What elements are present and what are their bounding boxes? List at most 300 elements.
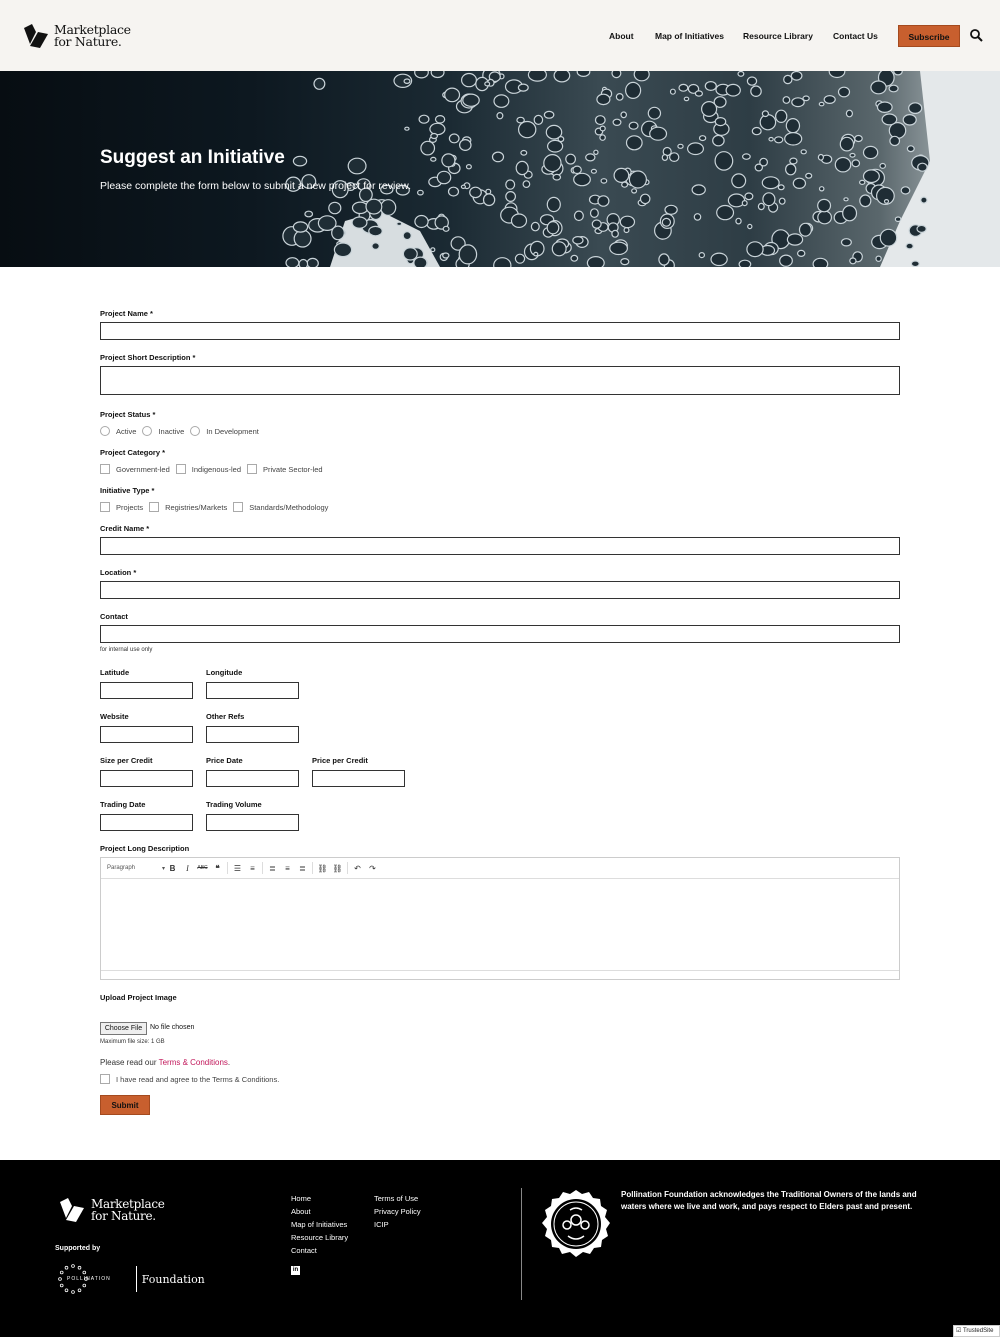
- long-desc-label: Project Long Description: [100, 844, 190, 853]
- footer-link-about[interactable]: About: [291, 1207, 311, 1216]
- ice-floe: [747, 77, 756, 85]
- ice-floe: [852, 160, 859, 167]
- initiative-projects-checkbox[interactable]: [100, 502, 110, 512]
- footer-link-map[interactable]: Map of Initiatives: [291, 1220, 348, 1229]
- undo-icon[interactable]: ↶: [354, 863, 361, 873]
- ice-floe: [763, 193, 775, 206]
- ice-floe: [824, 96, 835, 104]
- ice-floe: [791, 72, 802, 81]
- ice-floe: [800, 223, 812, 236]
- nav-about[interactable]: About: [609, 31, 634, 41]
- pollination-dot: [72, 1265, 75, 1268]
- ice-floe: [523, 181, 530, 188]
- ice-floe: [554, 71, 570, 82]
- ice-floe: [462, 74, 477, 87]
- ice-floe: [484, 194, 495, 206]
- ice-floe: [443, 253, 449, 258]
- terms-link[interactable]: Terms & Conditions: [158, 1058, 228, 1067]
- ice-sheet: [880, 71, 1000, 267]
- ice-floe: [352, 217, 367, 228]
- ice-floe: [494, 258, 511, 267]
- category-private-checkbox[interactable]: [247, 464, 257, 474]
- ice-floe: [751, 86, 761, 96]
- ice-floe: [717, 206, 734, 220]
- acknowledgement-text: Pollination Foundation acknowledges the Traditional Owners of the lands and waters where we live and work, and pays respect to Elders past and present.: [621, 1190, 917, 1211]
- ice-floe: [829, 71, 845, 78]
- page-title: Suggest an Initiative: [100, 147, 285, 168]
- ice-floe: [314, 78, 325, 89]
- initiative-checkbox-group: [100, 502, 334, 512]
- ice-floe: [726, 84, 740, 96]
- ice-floe: [818, 155, 823, 161]
- trading-date-input[interactable]: [100, 814, 193, 831]
- ice-floe: [818, 211, 832, 224]
- subscribe-button[interactable]: Subscribe: [898, 25, 960, 47]
- location-label: Location *: [100, 568, 137, 577]
- status-inactive-option[interactable]: Inactive: [142, 426, 184, 436]
- ice-floe: [895, 217, 900, 221]
- bullet-list-icon[interactable]: ☰: [233, 863, 242, 873]
- ice-floe: [461, 185, 465, 188]
- pollination-dot: [83, 1284, 86, 1287]
- ice-floe: [684, 97, 688, 100]
- ice-floe: [736, 218, 741, 224]
- ice-floe: [405, 127, 409, 130]
- trustedsite-badge[interactable]: ☑ TrustedSite: [953, 1325, 1000, 1337]
- ice-floe: [627, 136, 643, 150]
- contact-hint: for internal use only: [100, 647, 153, 653]
- ice-floe: [404, 79, 410, 83]
- ice-floe: [621, 259, 629, 265]
- footer-links-legal: [374, 1192, 421, 1231]
- ice-floe: [732, 174, 746, 188]
- ice-floe: [467, 165, 472, 169]
- editor-content-area[interactable]: [101, 879, 899, 970]
- ice-floe: [610, 242, 628, 254]
- ice-floe: [882, 114, 897, 125]
- bold-icon[interactable]: B: [169, 863, 176, 873]
- initiative-standards-checkbox[interactable]: [233, 502, 243, 512]
- ice-floe: [600, 126, 605, 131]
- ice-floe: [787, 234, 802, 245]
- ice-floe: [659, 254, 669, 265]
- ice-floe: [596, 116, 606, 125]
- ice-floe: [629, 171, 646, 188]
- status-inactive-radio[interactable]: [142, 426, 152, 436]
- ice-floe: [515, 254, 524, 263]
- ice-floe: [547, 197, 560, 211]
- unlink-icon[interactable]: ⛓: [332, 863, 343, 873]
- ice-floe: [842, 239, 852, 246]
- ice-floe: [305, 211, 313, 217]
- footer-link-resource-library[interactable]: Resource Library: [291, 1233, 349, 1242]
- ice-floe: [778, 185, 784, 190]
- initiative-standards-option[interactable]: Standards/Methodology: [233, 502, 328, 512]
- footer-divider: [521, 1188, 522, 1300]
- ice-floe: [650, 127, 667, 140]
- ice-floe: [430, 123, 445, 134]
- ice-floe: [705, 82, 716, 91]
- pollination-dot: [83, 1271, 86, 1274]
- ice-floe: [534, 115, 542, 124]
- footer-link-contact[interactable]: Contact: [291, 1246, 317, 1255]
- ice-floe: [600, 135, 605, 140]
- ice-floe: [601, 179, 607, 183]
- ice-floe: [534, 252, 538, 255]
- ice-floe: [294, 230, 311, 247]
- ice-floe: [798, 250, 805, 256]
- pollination-dot: [59, 1278, 62, 1281]
- footer-link-home[interactable]: Home: [291, 1194, 312, 1203]
- format-select[interactable]: Paragraph ▾: [107, 864, 165, 872]
- nav-resource-library[interactable]: Resource Library: [743, 31, 813, 41]
- ice-floe: [512, 214, 527, 227]
- ice-floe: [372, 243, 379, 250]
- ice-floe: [785, 133, 802, 145]
- search-icon[interactable]: [969, 28, 983, 42]
- ice-floe: [597, 94, 610, 104]
- price-date-input[interactable]: [206, 770, 299, 787]
- ice-floe: [577, 71, 590, 76]
- ice-floe: [293, 222, 307, 232]
- initiative-registries-checkbox[interactable]: [149, 502, 159, 512]
- credit-name-input[interactable]: [100, 537, 900, 555]
- ice-floe: [769, 138, 773, 141]
- ice-floe: [573, 166, 581, 173]
- category-indigenous-checkbox[interactable]: [176, 464, 186, 474]
- ice-floe: [516, 161, 528, 174]
- numbered-list-icon[interactable]: ≡: [250, 863, 255, 873]
- editor-toolbar: [101, 858, 899, 879]
- ice-floe: [566, 154, 576, 164]
- ice-floe: [662, 155, 667, 161]
- size-per-credit-input[interactable]: [100, 770, 193, 787]
- ice-floe: [592, 220, 601, 228]
- ice-floe: [348, 158, 366, 174]
- ice-floe: [634, 71, 649, 81]
- initiative-type-label: Initiative Type *: [100, 486, 155, 495]
- ice-floe: [694, 214, 700, 220]
- align-center-icon[interactable]: ≡: [285, 863, 290, 873]
- foundation-word: Foundation: [141, 1272, 205, 1286]
- status-label: Project Status *: [100, 410, 156, 419]
- supported-by: Supported by: [55, 1245, 101, 1252]
- submit-button[interactable]: Submit: [100, 1095, 150, 1115]
- contact-label: Contact: [100, 612, 128, 621]
- footer-logo[interactable]: [58, 1196, 165, 1224]
- ice-floe: [620, 216, 634, 227]
- ice-floe: [575, 211, 584, 220]
- credit-name-label: Credit Name *: [100, 524, 150, 533]
- ice-floe: [864, 146, 878, 158]
- ice-floe: [494, 95, 509, 107]
- hero-ice-image: [0, 71, 1000, 267]
- ice-floe: [835, 158, 850, 172]
- ice-floe: [918, 163, 927, 171]
- ice-floe: [864, 170, 880, 183]
- hero-banner: [0, 71, 1000, 267]
- ice-floe: [431, 157, 436, 161]
- project-name-label: Project Name *: [100, 309, 153, 318]
- initiative-registries-option[interactable]: Registries/Markets: [149, 502, 227, 512]
- ice-floe: [793, 178, 805, 188]
- latitude-input[interactable]: [100, 682, 193, 699]
- other-refs-input[interactable]: [206, 726, 299, 743]
- ice-floe: [531, 222, 539, 230]
- pollination-foundation-logo[interactable]: [55, 1263, 205, 1295]
- ice-floe: [463, 94, 479, 106]
- ice-floe: [648, 107, 660, 119]
- site-header: [0, 0, 1000, 71]
- ice-floe: [880, 164, 885, 169]
- category-government-checkbox[interactable]: [100, 464, 110, 474]
- ice-floe: [485, 82, 490, 86]
- ice-floe: [624, 228, 629, 233]
- ice-floe: [415, 216, 428, 228]
- ice-floe: [552, 242, 566, 256]
- website-label: Website: [100, 712, 129, 721]
- latitude-label: Latitude: [100, 668, 130, 677]
- category-indigenous-option[interactable]: Indigenous-led: [176, 464, 241, 474]
- status-active-option[interactable]: Active: [100, 426, 136, 436]
- ice-floe: [901, 187, 910, 194]
- ice-floe: [917, 225, 926, 232]
- agree-terms-option[interactable]: I have read and agree to the Terms & Conditions.: [100, 1074, 279, 1084]
- pollination-dot: [60, 1271, 63, 1274]
- ice-floe: [747, 242, 763, 257]
- ice-floe: [700, 136, 706, 141]
- no-file-text: No file chosen: [150, 1024, 195, 1031]
- ice-floe: [558, 137, 564, 142]
- ice-floe: [739, 260, 751, 267]
- ice-floe: [762, 111, 768, 117]
- pollination-dot: [60, 1284, 63, 1287]
- initiative-projects-option[interactable]: Projects: [100, 502, 143, 512]
- ice-floe: [702, 102, 717, 117]
- ice-floe: [820, 187, 824, 191]
- location-input[interactable]: [100, 581, 900, 599]
- footer-link-icip[interactable]: ICIP: [374, 1220, 389, 1229]
- ice-floe: [445, 88, 460, 102]
- contact-input[interactable]: [100, 625, 900, 643]
- ice-floe: [860, 195, 871, 207]
- ice-floe: [839, 87, 850, 97]
- agree-terms-checkbox[interactable]: [100, 1074, 110, 1084]
- redo-icon[interactable]: ↷: [369, 863, 376, 873]
- ice-floe: [598, 196, 609, 206]
- status-radio-group: [100, 426, 265, 436]
- logo-leaf-icon: [22, 22, 50, 50]
- ice-floe: [497, 113, 503, 119]
- ice-floe: [662, 218, 670, 226]
- other-refs-label: Other Refs: [206, 712, 245, 721]
- ice-floe: [470, 187, 482, 197]
- ice-floe: [692, 185, 705, 195]
- ice-floe: [745, 193, 753, 200]
- ice-floe: [403, 232, 411, 240]
- ice-floe: [397, 222, 402, 225]
- ice-floe: [665, 205, 677, 214]
- category-private-option[interactable]: Private Sector-led: [247, 464, 323, 474]
- strikethrough-icon[interactable]: ABC: [197, 865, 208, 871]
- price-per-credit-label: Price per Credit: [312, 756, 368, 765]
- ice-floe: [415, 71, 429, 78]
- ice-floe: [431, 248, 435, 252]
- ice-floe: [612, 230, 618, 237]
- ice-floe: [715, 118, 725, 126]
- link-icon[interactable]: ⛓: [317, 863, 328, 873]
- ice-floe: [688, 143, 704, 155]
- ice-floe: [790, 158, 797, 164]
- category-label: Project Category *: [100, 448, 166, 457]
- ice-floe: [419, 115, 429, 123]
- price-date-label: Price Date: [206, 756, 243, 765]
- pollination-dot: [78, 1289, 81, 1292]
- ice-floe: [678, 144, 683, 148]
- status-active-radio[interactable]: [100, 426, 110, 436]
- ice-floe: [844, 198, 848, 201]
- ice-floe: [449, 134, 459, 143]
- ice-floe: [436, 116, 445, 123]
- pollination-dot: [72, 1291, 75, 1294]
- ice-floe: [437, 171, 450, 183]
- nav-contact-us[interactable]: Contact Us: [833, 31, 878, 41]
- logo-line1: Marketplace: [54, 22, 131, 37]
- ice-floe: [871, 81, 886, 94]
- site-logo[interactable]: [22, 22, 131, 50]
- ice-floe: [506, 192, 516, 202]
- status-in-development-option[interactable]: In Development: [190, 426, 259, 436]
- ice-floe: [760, 115, 775, 130]
- nav-map-of-initiatives[interactable]: Map of Initiatives: [655, 31, 724, 41]
- align-left-icon[interactable]: ≣: [269, 863, 276, 873]
- ice-floe: [431, 134, 438, 139]
- choose-file-button[interactable]: Choose File: [100, 1022, 147, 1035]
- ice-floe: [518, 84, 528, 91]
- ice-floe: [784, 75, 792, 83]
- ice-floe: [670, 153, 679, 162]
- price-per-credit-input[interactable]: [312, 770, 405, 787]
- ice-floe: [921, 197, 927, 203]
- ice-floe: [460, 140, 471, 151]
- ice-floe: [403, 248, 417, 260]
- ice-floe: [586, 154, 595, 161]
- ice-floe: [369, 226, 382, 235]
- ice-floe: [443, 226, 449, 231]
- ice-floe: [779, 198, 785, 204]
- ice-floe: [587, 257, 604, 267]
- blockquote-icon[interactable]: ❝: [215, 863, 220, 873]
- ice-floe: [629, 122, 638, 129]
- ice-floe: [641, 194, 650, 203]
- ice-floe: [329, 202, 341, 213]
- ice-floe: [506, 180, 515, 189]
- ice-floe: [613, 119, 621, 125]
- ice-floe: [679, 84, 688, 91]
- ice-floe: [860, 180, 865, 184]
- ice-floe: [521, 151, 527, 156]
- ice-floe: [783, 97, 790, 104]
- ice-floe: [622, 182, 628, 187]
- footer-link-privacy[interactable]: Privacy Policy: [374, 1207, 421, 1216]
- ice-floe: [894, 71, 902, 75]
- ice-floe: [840, 137, 853, 151]
- short-desc-textarea[interactable]: [100, 366, 900, 395]
- italic-icon[interactable]: I: [186, 863, 189, 873]
- ice-floe: [614, 168, 629, 182]
- linkedin-icon[interactable]: in: [292, 1267, 299, 1273]
- ice-floe: [846, 110, 852, 117]
- ice-floe: [286, 258, 299, 267]
- ice-floe: [713, 135, 724, 145]
- ice-floe: [612, 71, 621, 78]
- ice-floe: [878, 102, 893, 112]
- ice-floe: [907, 146, 914, 152]
- ice-floe: [591, 209, 599, 218]
- ice-floe: [780, 255, 793, 266]
- ice-floe: [889, 85, 898, 92]
- ice-floe: [421, 141, 435, 155]
- footer-links-primary: [291, 1192, 348, 1257]
- ice-floe: [574, 173, 591, 185]
- trustedsite-check-icon: ☑: [956, 1328, 962, 1334]
- ice-floe: [850, 154, 855, 158]
- ice-floe: [792, 98, 804, 107]
- ice-floe: [571, 255, 578, 261]
- ice-floe: [906, 243, 913, 249]
- align-right-icon[interactable]: ≣: [299, 863, 306, 873]
- ice-floe: [786, 164, 796, 175]
- ice-floe: [903, 115, 916, 125]
- trading-date-label: Trading Date: [100, 800, 146, 809]
- ice-floe: [876, 256, 881, 261]
- read-terms-text: Please read our Terms & Conditions.: [100, 1058, 231, 1067]
- agree-terms-row: [100, 1074, 285, 1084]
- category-government-option[interactable]: Government-led: [100, 464, 170, 474]
- ice-floe: [442, 154, 455, 167]
- ice-floe: [626, 82, 641, 98]
- footer-logo-line2: for Nature.: [91, 1209, 156, 1223]
- status-in-development-radio[interactable]: [190, 426, 200, 436]
- project-name-input[interactable]: [100, 322, 900, 340]
- ice-floe: [715, 152, 733, 170]
- ice-floe: [743, 154, 751, 159]
- footer-link-terms[interactable]: Terms of Use: [374, 1194, 419, 1203]
- trading-volume-input[interactable]: [206, 814, 299, 831]
- editor-resize-bar[interactable]: [101, 970, 899, 979]
- max-file-size: Maximum file size: 1 GB: [100, 1039, 165, 1045]
- ice-floe: [786, 119, 799, 133]
- chevron-down-icon: ▾: [161, 865, 165, 872]
- ice-floe: [594, 150, 598, 154]
- page-subtitle: Please complete the form below to submit a new project for review.: [100, 180, 412, 192]
- ice-floe: [801, 150, 806, 154]
- logo-leaf-icon: [58, 1196, 86, 1224]
- ice-floe: [885, 200, 889, 204]
- website-input[interactable]: [100, 726, 193, 743]
- ice-floe: [621, 112, 626, 118]
- indigenous-seal-icon: [540, 1188, 612, 1262]
- short-desc-label: Project Short Description *: [100, 353, 196, 362]
- longitude-input[interactable]: [206, 682, 299, 699]
- long-desc-editor: [100, 857, 900, 980]
- ice-floe: [819, 102, 824, 105]
- ice-floe: [553, 174, 560, 180]
- ice-floe: [544, 155, 561, 172]
- ice-floe: [299, 260, 308, 268]
- ice-floe: [431, 71, 444, 78]
- ice-floe: [775, 137, 783, 143]
